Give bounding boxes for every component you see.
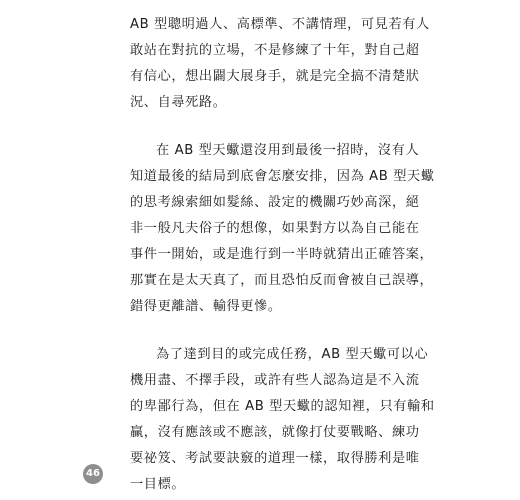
text-line: 敢站在對抗的立場，不是修練了十年，對自己超 (130, 43, 420, 58)
text-line: 的思考線索細如髮絲、設定的機關巧妙高深，絕 (130, 195, 420, 210)
text-line: 有信心，想出闢大展身手，就是完全搞不清楚狀 (130, 69, 420, 84)
text-line: 事件一開始，或是進行到一半時就猜出正確答案， (130, 247, 434, 262)
text-line: 的卑鄙行為，但在 AB 型天蠍的認知裡，只有輸和 (130, 399, 435, 414)
paragraph-2 (130, 138, 435, 320)
body-text (130, 12, 435, 498)
text-line: 那實在是太天真了，而且恐怕反而會被自己誤導， (130, 273, 434, 288)
text-line: 要祕笈、考試要訣竅的道理一樣，取得勝利是唯 (130, 451, 420, 466)
text-line: 機用盡、不擇手段，或許有些人認為這是不入流 (130, 373, 420, 388)
text-line: AB 型聰明過人、高標準、不講情理，可見若有人 (130, 17, 430, 32)
text-line: 況、自尋死路。 (130, 95, 227, 110)
text-line: 為了達到目的或完成任務，AB 型天蠍可以心 (156, 347, 429, 362)
paragraph-3 (130, 342, 435, 498)
text-line: 知道最後的結局到底會怎麼安排，因為 AB 型天蠍 (130, 169, 435, 184)
text-line: 錯得更離譜、輸得更慘。 (130, 299, 282, 314)
text-line: 贏，沒有應該或不應該，就像打仗要戰略、練功 (130, 425, 420, 440)
page-number-badge: 46 (83, 464, 103, 484)
text-line: 在 AB 型天蠍還沒用到最後一招時，沒有人 (156, 143, 420, 158)
text-line: 一目標。 (130, 477, 186, 492)
paragraph-1 (130, 12, 430, 116)
text-line: 非一般凡夫俗子的想像，如果對方以為自己能在 (130, 221, 420, 236)
